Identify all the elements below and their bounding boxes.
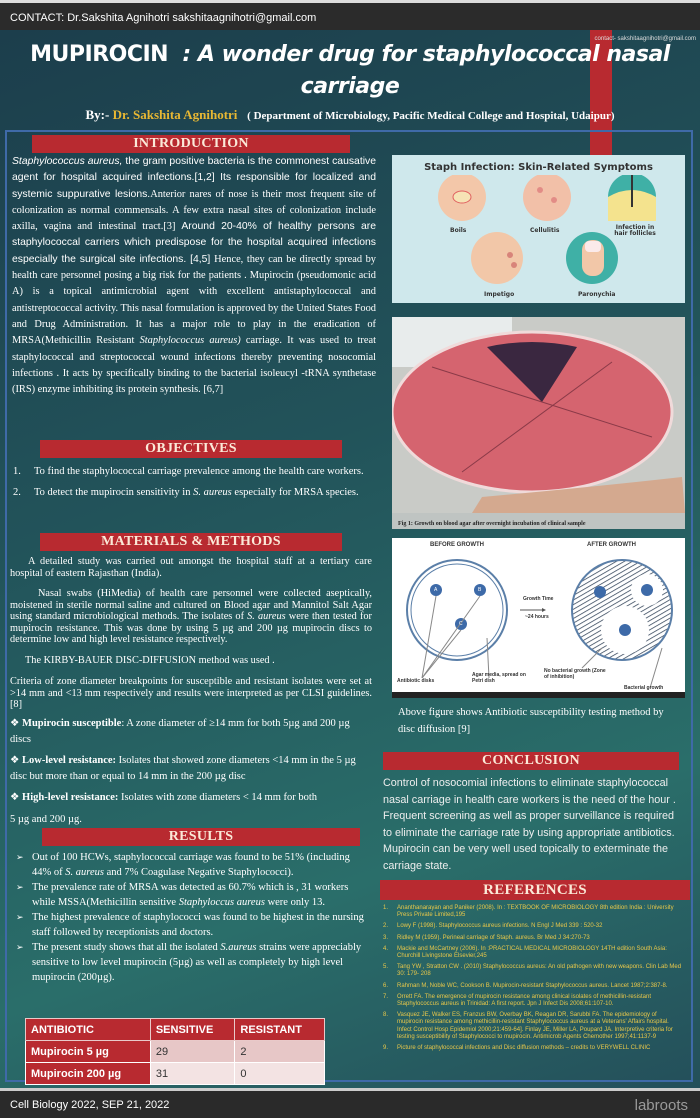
reference-number: 1.	[383, 905, 389, 911]
result-item	[14, 940, 364, 985]
reference-text: Picture of staphylococcal infections and Disc diffusion methods – credits to VERYWELL CLINIC	[397, 1045, 651, 1052]
references-heading: REFERENCES	[380, 880, 690, 900]
by-label: By:-	[85, 107, 113, 122]
table-row	[26, 1063, 325, 1085]
results-table	[25, 1018, 325, 1085]
item-text: especially for MRSA species.	[231, 487, 359, 498]
event-label: Cell Biology 2022, SEP 21, 2022	[10, 1099, 170, 1111]
t: strains were appreciably sensitive to low level mupirocin (5µg) as well as completely by high level mupirocin (200µg).	[32, 942, 362, 983]
contact-text: CONTACT: Dr.Sakshita Agnihotri sakshitaagnihotri@gmail.com	[10, 12, 317, 24]
t: and 7% Coagulase Negative Staphylococci).	[103, 867, 294, 878]
intro-part: Anterior nares of nose is their most frequent site of colonization as normal commensals. A few extra nasal sites of colonization include axilla, vagina and intestinal tract.[3]	[12, 188, 376, 233]
reference-item	[383, 905, 683, 919]
reference-number: 9.	[383, 1045, 389, 1052]
item-number: 1.	[13, 466, 21, 477]
label-hair-follicles: Infection in hair follicles	[614, 224, 656, 237]
objective-item	[10, 466, 370, 477]
criteria-item: ❖ Mupirocin susceptible: A zone diameter of ≥14 mm for both 5µg and 200 µg discs	[10, 718, 350, 745]
intro-part: Hence, they can be directly spread by health care personnel posing a big risk for the patients . Mupirocin (pseudomonic acid A) is a topical antimicrobial agent with excellent antistaphylococcal and antistreptococcal activity. This nasal formulation is approved by the United States Food and Drug Administration. It has a major role to play in the eradication of MRSA(Methicillin Resistant	[12, 253, 376, 347]
agar-label: Agar media, spread on Petri dish	[472, 672, 526, 684]
criteria-item: ❖ High-level resistance: Isolates with zone diameters < 14 mm for both	[10, 792, 318, 803]
reference-item	[383, 1045, 683, 1052]
criteria-text: : A zone diameter of ≥14 mm for both 5µg and 200 µg discs	[10, 718, 350, 745]
text: Nasal swabs (HiMedia) of health care personnel were collected aseptically, moistened in sterile normal saline and cultured on Blood agar and Mannitol Salt Agar using standard microbiological methods. The isolates of	[10, 588, 372, 622]
item-text: To detect the mupirocin sensitivity in	[34, 487, 194, 498]
figure-title: Staph Infection: Skin-Related Symptoms	[424, 162, 653, 173]
result-item	[14, 910, 364, 940]
label-impetigo: Impetigo	[484, 291, 515, 298]
reference-text: Ananthanarayan and Paniker (2008). In : TEXTBOOK OF MICROBIOLOGY 8th edition India : University Press Private Limited,195	[397, 905, 674, 919]
disc-label: B	[478, 587, 482, 593]
reference-number: 7.	[383, 993, 389, 1000]
reference-item	[383, 935, 683, 942]
criteria-text: Isolates with zone diameters < 14 mm for both	[118, 792, 318, 803]
hours-label: ~24 hours	[525, 614, 549, 620]
col-header: ANTIBIOTIC	[26, 1019, 151, 1041]
intro-italic: Staphylococcus aureus)	[139, 335, 241, 347]
small-contact: contact- sakshitaagnihotri@gmail.com	[594, 36, 696, 42]
col-header: SENSITIVE	[150, 1019, 235, 1041]
reference-item	[383, 946, 683, 960]
contact-bar	[0, 0, 700, 30]
result-item	[14, 880, 364, 910]
introduction-heading: INTRODUCTION	[32, 135, 350, 153]
reference-item	[383, 964, 683, 978]
result-item	[14, 850, 364, 880]
intro-part: the gram positive bacteria is the commonest causative agent for hospital acquired infections.[1,2] Its responsible for localized and systemic suppurative lesions.	[12, 156, 376, 200]
table-row	[26, 1041, 325, 1063]
table-header	[26, 1019, 325, 1041]
methods-text	[10, 556, 372, 711]
reference-item	[383, 994, 683, 1008]
species-italic: Staphylococcus aureus,	[12, 156, 123, 167]
reference-text: Rahman M, Noble WC, Cookson B. Mupirocin-resistant Staphylococcus aureus. Lancet 1987;2:387-8.	[397, 982, 668, 989]
cell: Mupirocin 200 µg	[26, 1063, 151, 1085]
author-name: Dr. Sakshita Agnihotri	[112, 107, 238, 122]
reference-number: 6.	[383, 982, 389, 989]
antibiotic-disks-label: Antibiotic disks	[397, 678, 435, 684]
i: Staphyloccus aureus	[178, 897, 265, 908]
poster	[0, 30, 700, 1088]
reference-item	[383, 923, 683, 930]
reference-text: Ridley M (1959). Perineal carriage of Staph. aureus. Br Med J 34:270-73	[397, 934, 590, 941]
cell: 29	[150, 1041, 235, 1063]
criteria-bold: High-level resistance:	[22, 792, 119, 803]
disc-label: C	[459, 621, 463, 627]
after-growth-label: AFTER GROWTH	[587, 542, 636, 548]
resistance-criteria	[10, 716, 372, 833]
col-header: RESISTANT	[235, 1019, 325, 1041]
reference-text: Orrett FA. The emergence of mupirocin resistance among clinical isolates of methicillin-resistant Staphylococcus aureus in Trinidad: A first report. Jpn J Infect Dis 2008;61:107-10.	[397, 993, 651, 1008]
criteria-text: Isolates that showed zone diameters <14 mm in the 5 µg disc but more than or equal to 14 mm in the 200 µg disc	[10, 755, 356, 782]
label-boils: Boils	[450, 227, 467, 234]
petri-dish-photo	[392, 317, 685, 513]
t: The highest prevalence of staphylococci was found to be highest in the nursing staff followed by receptionists and doctors.	[32, 912, 364, 938]
cell: Mupirocin 5 µg	[26, 1041, 151, 1063]
t: Out of 100 HCWs, staphylococcal carriage was found to be 51% (including 44% of	[32, 852, 350, 878]
introduction-text	[12, 154, 376, 398]
methods-heading: MATERIALS & METHODS	[40, 533, 342, 551]
zone-of-inhibition-label: No bacterial growth (Zone of inhibition)	[544, 668, 606, 680]
item-text: To find the staphylococcal carriage prevalence among the health care workers.	[34, 466, 364, 477]
reference-text: Tang YW , Stratton CW . (2010) Staphylococcus aureus: An old pathogen with new weapons. Clin Lab Med 30: 179- 208	[397, 964, 682, 978]
i: S. aureus	[65, 867, 104, 878]
diagram-caption: Above figure shows Antibiotic susceptibility testing method by disc diffusion [9]	[398, 707, 664, 735]
objectives-list	[10, 466, 370, 508]
methods-p1: A detailed study was carried out amongst the hospital staff at a tertiary care hospital of eastern Rajasthan (India).	[10, 556, 372, 579]
staph-symptoms-figure	[392, 155, 685, 303]
reference-number: 5.	[383, 964, 389, 971]
title-main: MUPIROCIN	[30, 42, 169, 67]
title-italic: : A wonder drug for staphylococcal nasal	[182, 42, 670, 67]
cell: 31	[150, 1063, 235, 1085]
reference-number: 3.	[383, 934, 389, 941]
t: The prevalence rate of MRSA was detected as 60.7% which is , 31 workers while MSSA(Methicillin sensitive	[32, 882, 349, 908]
disc-diffusion-diagram	[392, 538, 685, 698]
criteria-tail: 5 µg and 200 µg.	[10, 813, 82, 825]
growth-time-label: Growth Time	[523, 596, 554, 602]
methods-p4: Criteria of zone diameter breakpoints for susceptible and resistant isolates were set at >14 mm and <13 mm respectively and results were interpreted as per CLSI guidelines. [8]	[10, 676, 372, 710]
cell: 2	[235, 1041, 325, 1063]
reference-number: 2.	[383, 923, 389, 930]
skin-symptoms-illustration	[392, 175, 685, 300]
cell: 0	[235, 1063, 325, 1085]
objectives-heading: OBJECTIVES	[40, 440, 342, 458]
conclusion-heading: CONCLUSION	[383, 752, 679, 770]
reference-number: 8.	[383, 1012, 389, 1019]
item-number: 2.	[13, 487, 21, 498]
label-cellulitis: Cellulitis	[530, 227, 560, 234]
results-list	[14, 850, 364, 985]
byline	[0, 107, 700, 123]
footer	[0, 1088, 700, 1118]
disc-label: A	[434, 587, 438, 593]
fig1-caption: Fig 1: Growth on blood agar after overnight incubation of clinical sample	[398, 521, 586, 527]
title-line2: carriage	[300, 74, 400, 99]
methods-p2	[10, 588, 372, 646]
before-growth-label: BEFORE GROWTH	[430, 542, 484, 548]
conclusion-text: Control of nosocomial infections to eliminate staphylococcal nasal carriage in health care workers is the need of the hour . Frequent screening as well as proper surveillance is required to eliminate the carriage rate by using appropriate antibiotics. Mupirocin can be very well used topically to exterminate the carriage state.	[383, 777, 676, 872]
i: S.aureus	[220, 942, 257, 953]
references-list	[383, 905, 683, 1056]
reference-text: Mackie and McCartney (2006). In :PRACTICAL MEDICAL MICROBIOLOGY 14TH edition South Asia: Churchill Livingstone Elsevier,245	[397, 945, 667, 960]
reference-item	[383, 1012, 683, 1041]
blood-agar-photo	[392, 317, 685, 529]
t: were only 13.	[264, 897, 326, 908]
criteria-item: ❖ Low-level resistance: Isolates that showed zone diameters <14 mm in the 5 µg disc but more than or equal to 14 mm in the 200 µg disc	[10, 755, 356, 782]
intro-part: Around 20-40% of healthy persons are staphylococcal carriers which predispose for the hospital acquired infections especially the surgical site infections. [4,5]	[12, 221, 376, 265]
poster-title-line2	[0, 74, 700, 99]
reference-number: 4.	[383, 945, 389, 952]
reference-text: Lowy F (1998). Staphylococcus aureus infections. N Engl J Med 339 : 520-32	[397, 923, 603, 930]
reference-item	[383, 983, 683, 990]
labroots-logo: labroots	[634, 1097, 688, 1114]
text: were then tested for mupirocin resistance. This was done by using 5 µg and 200 µg mupirocin discs to determine low and high level resistance respectively.	[10, 611, 372, 645]
italic: S. aureus	[247, 611, 286, 622]
intro-part: carriage. It was used to treat staphylococcal and streptococcal wound infections thereby preventing nosocomial infections . It acts by specifically binding to the bacterial isoleucyl -tRNA synthetase (IRS) enzyme inhibiting its protein synthesis. [6,7]	[12, 335, 376, 396]
criteria-bold: Mupirocin susceptible	[22, 718, 122, 729]
bacterial-growth-label: Bacterial growth	[624, 685, 664, 691]
t: The present study shows that all the isolated	[32, 942, 221, 953]
department: ( Department of Microbiology, Pacific Medical College and Hospital, Udaipur)	[247, 110, 615, 122]
results-heading: RESULTS	[42, 828, 360, 846]
methods-p3: The KIRBY-BAUER DISC-DIFFUSION method was used .	[25, 654, 275, 666]
item-italic: S. aureus	[193, 487, 232, 498]
objective-item	[10, 487, 370, 498]
criteria-bold: Low-level resistance:	[22, 755, 117, 766]
reference-text: Vasquez JE, Walker ES, Franzus BW, Overbay BK, Reagan DR, Sarubbi FA. The epidemiology of mupirocin resistance among methicillin-resistant Staphylococcus aureus at a Veterans' Affairs hospital. Infect Control Hosp Epidemiol 2000;21:459-64]. Finlay JE, Miller LA, Poupard JA. Interpretive criteria for testing susceptibility of Staphylococci to mupirocin. Antimicrob Agents Chemother 1997;41:1137-9	[397, 1012, 673, 1040]
label-paronychia: Paronychia	[578, 291, 616, 298]
poster-title	[0, 42, 700, 67]
